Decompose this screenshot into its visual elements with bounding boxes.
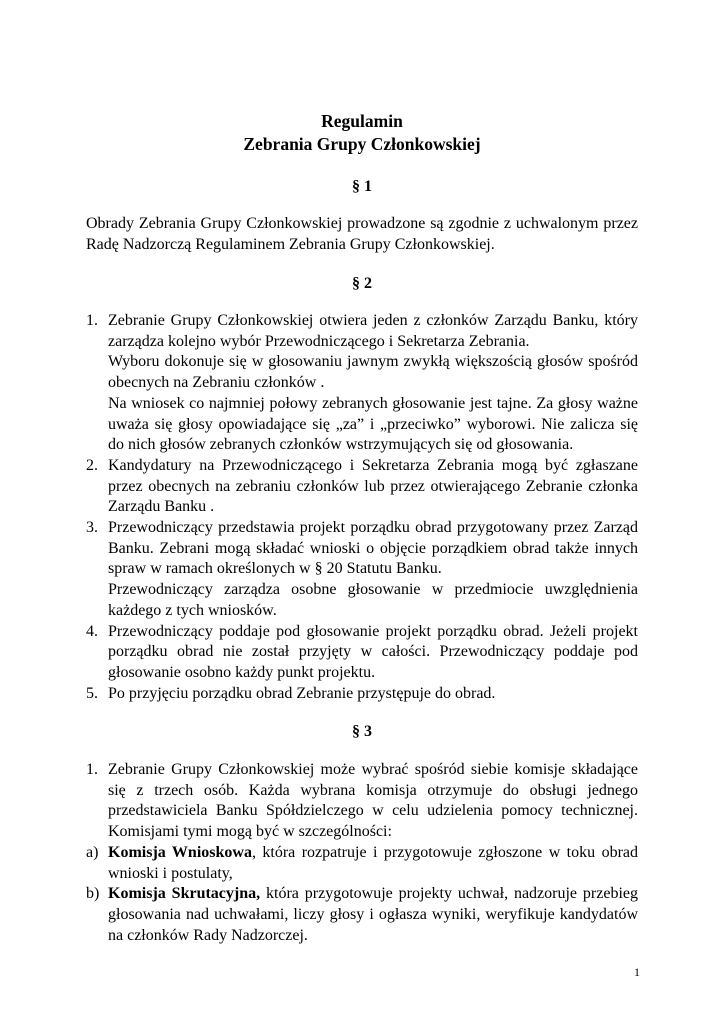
list-paragraph: Kandydatury na Przewodniczącego i Sekretarza Zebrania mogą być zgłaszane przez obecnych na zebraniu członków lub przez otwierającego Zebranie członka Zarządu Banku . <box>108 456 638 516</box>
list-paragraph: Wyboru dokonuje się w głosowaniu jawnym zwykłą większością głosów spośród obecnych na Zebraniu członków . <box>108 353 638 392</box>
list-item <box>86 684 638 705</box>
list-item-text: Zebranie Grupy Członkowskiej może wybrać spośród siebie komisje składające się z trzech osób. Każda wybrana komisja otrzymuje do obsługi jednego przedstawiciela Banku Spółdzielczego w celu udzielenia pomocy technicznej. Komisjami tymi mogą być w szczególności: <box>108 761 638 841</box>
list-paragraph: Zebranie Grupy Członkowskiej otwiera jeden z członków Zarządu Banku, który zarządza kolejno wybór Przewodniczącego i Sekretarza Zebrania. <box>108 312 638 350</box>
list-item <box>86 760 638 843</box>
section-1-text: Obrady Zebrania Grupy Członkowskiej prowadzone są zgodnie z uchwalonym przez Radę Nadzorczą Regulaminem Zebrania Grupy Członkowskiej. <box>86 215 638 253</box>
list-marker: b) <box>86 885 100 903</box>
list-paragraph: Przewodniczący zarządza osobne głosowanie w przedmiocie uwzględnienia każdego z tych wniosków. <box>108 581 638 619</box>
list-item <box>86 311 638 456</box>
section-1-heading: § 1 <box>352 178 372 195</box>
section-3-list <box>86 760 638 946</box>
list-marker: 2. <box>86 456 98 474</box>
list-marker: 3. <box>86 519 98 537</box>
list-item <box>86 456 638 518</box>
list-item-text <box>108 622 638 684</box>
list-item <box>86 843 638 884</box>
list-item-text <box>108 311 638 456</box>
list-marker: a) <box>86 843 99 861</box>
committee-name: Komisja Skrutacyjna, <box>108 885 261 903</box>
section-3-heading: § 3 <box>352 723 372 740</box>
list-item-text <box>108 684 638 705</box>
document-subtitle: Zebrania Grupy Członkowskiej <box>243 134 481 154</box>
list-marker: 1. <box>86 761 98 778</box>
list-item-text <box>108 518 638 622</box>
list-item-text <box>108 884 638 946</box>
list-item-text <box>108 843 638 884</box>
list-paragraph: Przewodniczący poddaje pod głosowanie projekt porządku obrad. Jeżeli projekt porządku obrad nie został przyjęty w całości. Przewodniczący poddaje pod głosowanie osobno każdy punkt projektu. <box>108 622 638 681</box>
list-item <box>86 884 638 946</box>
section-2-list <box>86 311 638 704</box>
section-2-heading: § 2 <box>352 275 372 292</box>
list-item <box>86 518 638 622</box>
list-paragraph: Po przyjęciu porządku obrad Zebranie przystępuje do obrad. <box>108 684 496 702</box>
list-marker: 1. <box>86 312 98 329</box>
committee-name: Komisja Wnioskowa <box>108 843 252 861</box>
list-paragraph: Na wniosek co najmniej połowy zebranych głosowanie jest tajne. Za głosy ważne uważa się głosy opowiadające się „za” i „przeciwko” wyborowi. Nie zalicza się do nich głosów zebranych członków wstrzymujących się od głosowania. <box>108 394 638 454</box>
list-paragraph: Przewodniczący przedstawia projekt porządku obrad przygotowany przez Zarząd Banku. Zebrani mogą składać wnioski o objęcie porządkiem obrad także innych spraw w ramach określonych w § 20 Statutu Banku. <box>108 519 638 578</box>
committee-description: która przygotowuje projekty uchwał, nadzoruje przebieg głosowania nad uchwałami, liczy głosy i ogłasza wyniki, weryfikuje kandydatów na członków Rady Nadzorczej. <box>108 885 638 944</box>
page-number: 1 <box>634 965 640 979</box>
document-title: Regulamin <box>321 111 403 131</box>
committee-description: , która rozpatruje i przygotowuje zgłoszone w toku obrad wnioski i postulaty, <box>108 843 638 882</box>
list-item <box>86 622 638 684</box>
list-marker: 5. <box>86 684 98 702</box>
list-marker: 4. <box>86 622 98 640</box>
list-item-text <box>108 456 638 518</box>
